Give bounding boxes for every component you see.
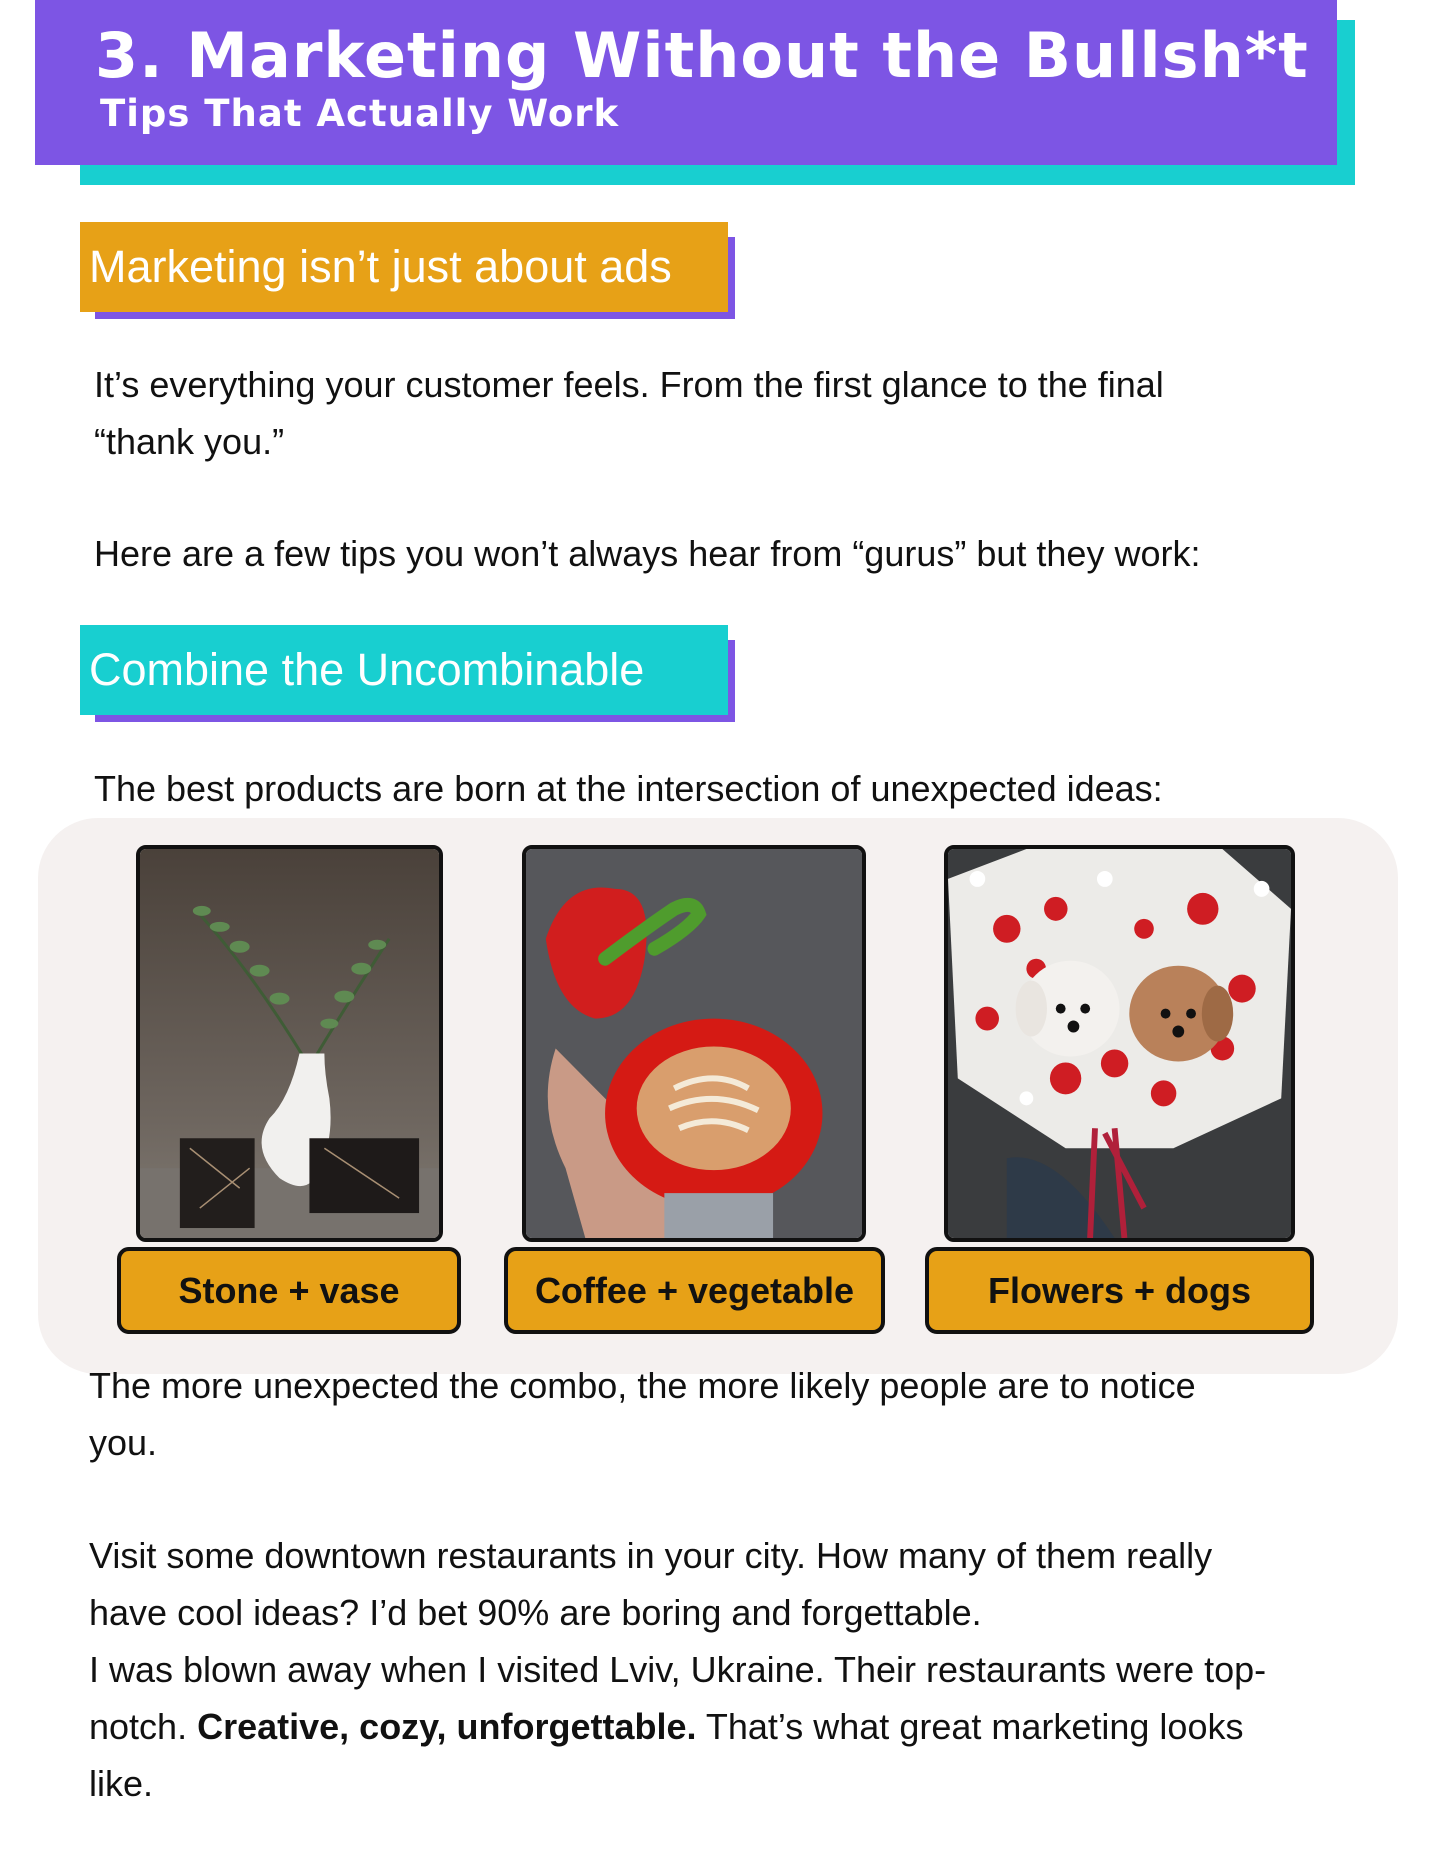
- example-label-text: Coffee + vegetable: [534, 1269, 855, 1311]
- text-line: like.: [89, 1763, 154, 1804]
- section-tag-label: Combine the Uncombinable: [89, 644, 645, 695]
- section-tag-marketing: [80, 222, 728, 312]
- section-tag-combine: [80, 625, 728, 715]
- page-subtitle: Tips That Actually Work: [100, 92, 620, 135]
- example-label: [117, 1247, 461, 1334]
- section-header: [35, 0, 1337, 165]
- bold-emphasis: Creative, cozy, unforgettable.: [197, 1706, 697, 1747]
- text-line: I was blown away when I visited Lviv, Ukraine. Their restaurants were top-: [89, 1649, 1267, 1690]
- text-line: have cool ideas? I’d bet 90% are boring and forgettable.: [89, 1592, 982, 1633]
- text-line: you.: [89, 1422, 158, 1463]
- paragraph: The best products are born at the intersection of unexpected ideas:: [94, 768, 1163, 809]
- paragraph: [89, 1527, 1266, 1812]
- text-line: The more unexpected the combo, the more likely people are to notice: [89, 1365, 1196, 1406]
- example-label-text: Flowers + dogs: [987, 1269, 1252, 1311]
- stone-vase-photo: [136, 845, 443, 1242]
- pepper-coffee-photo: [522, 845, 866, 1242]
- text-line: It’s everything your customer feels. From the first glance to the final: [94, 364, 1164, 405]
- text-line: “thank you.”: [94, 421, 285, 462]
- paragraph: Here are a few tips you won’t always hear from “gurus” but they work:: [94, 533, 1201, 574]
- text-line: That’s what great marketing looks: [696, 1706, 1244, 1747]
- example-label: [504, 1247, 885, 1334]
- page-title: 3. Marketing Without the Bullsh*t: [95, 19, 1309, 92]
- example-label-text: Stone + vase: [178, 1269, 400, 1311]
- paragraph: [89, 1357, 1196, 1471]
- example-label: [925, 1247, 1314, 1334]
- text-line: Visit some downtown restaurants in your city. How many of them really: [89, 1535, 1213, 1576]
- section-tag-label: Marketing isn’t just about ads: [89, 241, 672, 292]
- flower-dog-bouquet-photo: [944, 845, 1295, 1242]
- text-line: notch.: [89, 1706, 198, 1747]
- paragraph: [94, 356, 1164, 470]
